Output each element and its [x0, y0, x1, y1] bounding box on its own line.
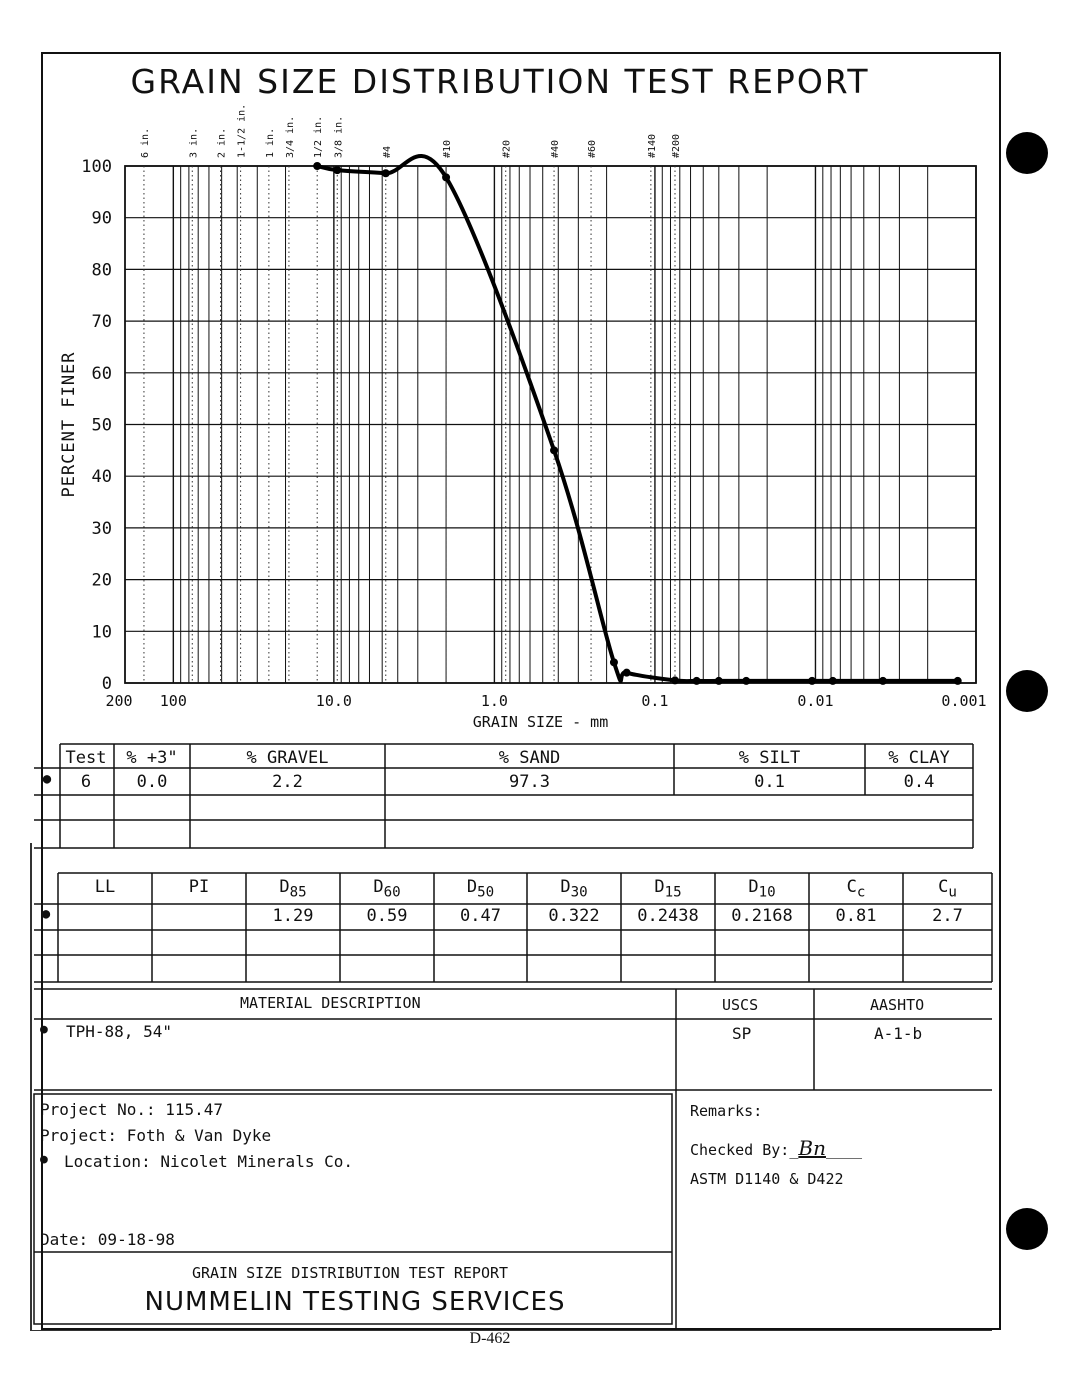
header-base: D: [560, 877, 571, 897]
data-point: [671, 676, 679, 684]
header-subscript: 60: [383, 884, 401, 901]
aashto-value: A-1-b: [874, 1024, 923, 1043]
project-number: Project No.: 115.47: [40, 1100, 224, 1119]
header-base: PI: [188, 877, 210, 897]
sieve-label: #140: [646, 133, 658, 158]
header-d10: [715, 877, 809, 900]
header-d50: [434, 877, 527, 900]
x-tick-label: 0.01: [797, 692, 834, 710]
header-base: D: [654, 877, 665, 897]
header-sand: % SAND: [498, 748, 561, 768]
data-point: [550, 446, 558, 454]
header-base: D: [373, 877, 384, 897]
x-tick-label: 200: [105, 692, 133, 710]
y-tick-label: 70: [91, 312, 112, 333]
header-d85: [246, 877, 340, 900]
cell-clay: 0.4: [903, 772, 935, 792]
header-plus3: % +3": [126, 748, 178, 768]
cell-gravel: 2.2: [272, 772, 303, 792]
y-tick-label: 50: [91, 415, 112, 436]
y-tick-label: 0: [101, 674, 112, 694]
x-tick-label: 1.0: [480, 692, 508, 710]
uscs-header: USCS: [722, 996, 759, 1014]
checked-by-blank: ____: [825, 1141, 863, 1159]
checked-by: [690, 1136, 862, 1160]
aashto-header: AASHTO: [870, 996, 925, 1014]
report-title: GRAIN SIZE DISTRIBUTION TEST REPORT: [130, 62, 870, 101]
cell-d15: 0.2438: [637, 906, 699, 926]
company-name: NUMMELIN TESTING SERVICES: [144, 1287, 566, 1317]
checked-by-label: Checked By:_: [690, 1141, 799, 1159]
cell-d60: 0.59: [366, 906, 408, 926]
cell-cc: 0.81: [835, 906, 877, 926]
y-tick-label: 60: [91, 363, 112, 384]
data-point: [693, 677, 701, 685]
sieve-label: 2 in.: [216, 127, 228, 158]
punch-hole: [1006, 1208, 1048, 1250]
project-name: Project: Foth & Van Dyke: [40, 1126, 272, 1145]
header-test: Test: [65, 748, 107, 768]
header-silt: % SILT: [738, 748, 801, 768]
header-ll: [58, 877, 152, 897]
data-point: [829, 677, 837, 685]
y-tick-label: 80: [91, 260, 112, 281]
data-point: [442, 173, 450, 181]
remarks-title: Remarks:: [690, 1102, 763, 1120]
header-clay: % CLAY: [888, 748, 950, 768]
sieve-label: 3 in.: [188, 127, 200, 158]
material-marker: ●: [40, 1022, 48, 1037]
cell-sand: 97.3: [509, 772, 550, 792]
cell-d50: 0.47: [460, 906, 501, 926]
x-tick-label: 100: [159, 692, 187, 710]
y-axis-label: PERCENT FINER: [59, 351, 79, 498]
standard: ASTM D1140 & D422: [690, 1170, 844, 1188]
left-edge: [30, 843, 32, 1331]
cell-silt: 0.1: [754, 772, 785, 792]
sieve-label: 1 in.: [264, 127, 276, 158]
x-tick-label: 0.1: [641, 692, 669, 710]
y-tick-label: 90: [91, 208, 112, 229]
header-subscript: 85: [289, 884, 307, 901]
sieve-label: 3/8 in.: [333, 115, 345, 158]
y-tick-label: 40: [91, 467, 112, 488]
data-point: [742, 677, 750, 685]
material-description: TPH-88, 54": [66, 1022, 172, 1041]
y-tick-label: 10: [91, 622, 112, 643]
header-base: D: [466, 877, 478, 897]
sieve-label: #4: [381, 145, 393, 158]
sieve-label: #200: [670, 133, 682, 158]
cell-plus3: 0.0: [136, 772, 168, 792]
data-point: [610, 658, 618, 666]
sieve-label: 1/2 in.: [313, 115, 325, 158]
header-d30: [527, 877, 621, 900]
header-base: LL: [94, 877, 116, 897]
sieve-label: 3/4 in.: [284, 115, 296, 158]
signature: Bn: [798, 1136, 826, 1160]
data-point: [715, 677, 723, 685]
data-point: [808, 677, 816, 685]
uscs-value: SP: [732, 1024, 752, 1043]
cell-cu: 2.7: [932, 906, 963, 926]
project-location: Location: Nicolet Minerals Co.: [64, 1152, 353, 1171]
header-d60: [340, 877, 434, 900]
data-point: [333, 166, 341, 174]
material-header: MATERIAL DESCRIPTION: [240, 994, 421, 1012]
punch-hole: [1006, 670, 1048, 712]
document-number: D-462: [469, 1330, 511, 1347]
punch-hole: [1006, 132, 1048, 174]
x-axis-label: GRAIN SIZE - mm: [472, 713, 609, 731]
project-date: Date: 09-18-98: [40, 1230, 175, 1249]
header-subscript: 30: [570, 884, 588, 901]
gradation-curve: [317, 156, 958, 681]
header-subscript: u: [948, 884, 957, 901]
grid: [125, 166, 976, 683]
data-point: [313, 162, 321, 170]
x-tick-label: 10.0: [315, 692, 352, 710]
cell-d85: 1.29: [272, 906, 314, 926]
header-subscript: 15: [664, 884, 682, 901]
header-pi: [152, 877, 246, 897]
data-point: [954, 677, 962, 685]
header-base: D: [279, 877, 290, 897]
sieve-label: #60: [587, 139, 599, 158]
header-d15: [621, 877, 715, 900]
sieve-label: 1-1/2 in.: [236, 103, 248, 158]
x-tick-label: 0.001: [941, 692, 987, 710]
header-cu: [903, 877, 992, 900]
cell-d30: 0.322: [548, 906, 600, 926]
header-subscript: 50: [477, 884, 495, 901]
y-tick-label: 20: [91, 570, 112, 591]
header-base: C: [938, 877, 949, 897]
location-marker: ●: [40, 1152, 48, 1167]
row-marker: ●: [42, 771, 52, 787]
data-point: [623, 669, 631, 677]
header-gravel: % GRAVEL: [246, 748, 329, 768]
footer-title: GRAIN SIZE DISTRIBUTION TEST REPORT: [191, 1264, 509, 1282]
header-subscript: c: [856, 884, 866, 901]
sieve-label: #20: [501, 139, 513, 158]
row-marker: ●: [41, 906, 51, 922]
data-point: [879, 677, 887, 685]
sieve-label: #10: [442, 139, 454, 158]
data-point: [382, 169, 390, 177]
y-tick-label: 100: [81, 157, 112, 177]
sieve-label: 6 in.: [139, 127, 151, 158]
cell-test: 6: [80, 772, 92, 792]
y-tick-label: 30: [91, 518, 112, 539]
header-base: C: [846, 877, 857, 897]
header-subscript: 10: [758, 884, 776, 901]
header-base: D: [748, 877, 759, 897]
sieve-label: #40: [550, 139, 562, 158]
cell-d10: 0.2168: [731, 906, 793, 926]
header-cc: [809, 877, 903, 900]
